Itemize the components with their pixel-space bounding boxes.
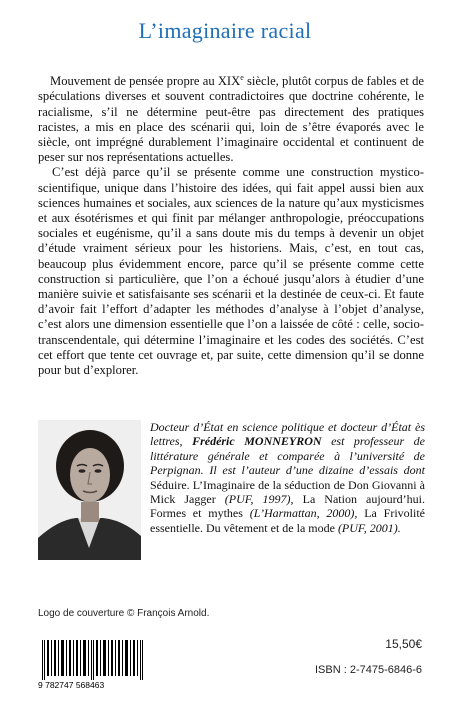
barcode-digits: 9 782747 568463 (38, 680, 105, 690)
cover-credit: Logo de couverture © François Arnold. (38, 608, 210, 619)
blurb-paragraph-1: Mouvement de pensée propre au XIXe siècle, plutôt corpus de fables et de spéculations diverses et souvent contradictoires que doctrine cohérente, le racialisme, s’il ne détermine peut-être pas directement des pratiques racistes, a mis en place des scénarii qui, loin de s’être évaporés avec le siècle, ont imprégné durablement l’imaginaire occidental et continuent de peser sur nos représentations actuelles. (38, 73, 425, 165)
author-photo (38, 420, 141, 560)
isbn-label: ISBN : 2-7475-6846-6 (314, 664, 422, 676)
price-label: 15,50€ (385, 637, 422, 651)
barcode (36, 640, 156, 690)
back-cover-blurb (38, 70, 424, 378)
blurb-paragraph-2: C’est déjà parce qu’il se présente comme une construction mystico-scientifique, unique dans l’histoire des idées, qui fait appel aussi bien aux sciences humaines et sociales, aux sciences de la nature qu’aux mysticismes et aux ésotérismes et qui finit par mélanger anthropologie, préoccupations sociales et eugénisme, qu’il a sans doute mis du temps à devenir un objet d’étude vraiment sérieux pour les historiens. Mais, c’est, en tout cas, beaucoup plus évidemment encore, parce qu’il se présente comme cette construction si particulière, que l’on a échoué jusqu’alors à étudier d’une manière suivie et satisfaisante ses scénarii et la destinée de ceux-ci. Et faute d’avoir fait l’effort d’adapter les méthodes d’analyse à l’objet d’analyse, c’est alors une dimension essentielle que l’on a laissée de côté : celle, socio-transcendentale, qui détermine l’imaginaire et les codes des sociétés. C’est cet effort que tente cet ouvrage et, par suite, cette dimension qu’il se donne pour but d’explorer. (38, 165, 424, 378)
author-name: Frédéric MONNEYRON (192, 434, 322, 449)
author-bio: Docteur d’État en science politique et docteur d’État ès lettres, Frédéric MONNEYRON est professeur de littérature générale et comparée à l’université de Perpignan. Il est l’auteur d’une dizaine d’essais dont Séduire. L’Imaginaire de la séduction de Don Giovanni à Mick Jagger (PUF, 1997), La Nation aujourd’hui. Formes et mythes (L’Harmattan, 2000), La Frivolité essentielle. Du vêtement et de la mode (PUF, 2001). (150, 420, 425, 535)
book-title: L’imaginaire racial (138, 18, 312, 43)
